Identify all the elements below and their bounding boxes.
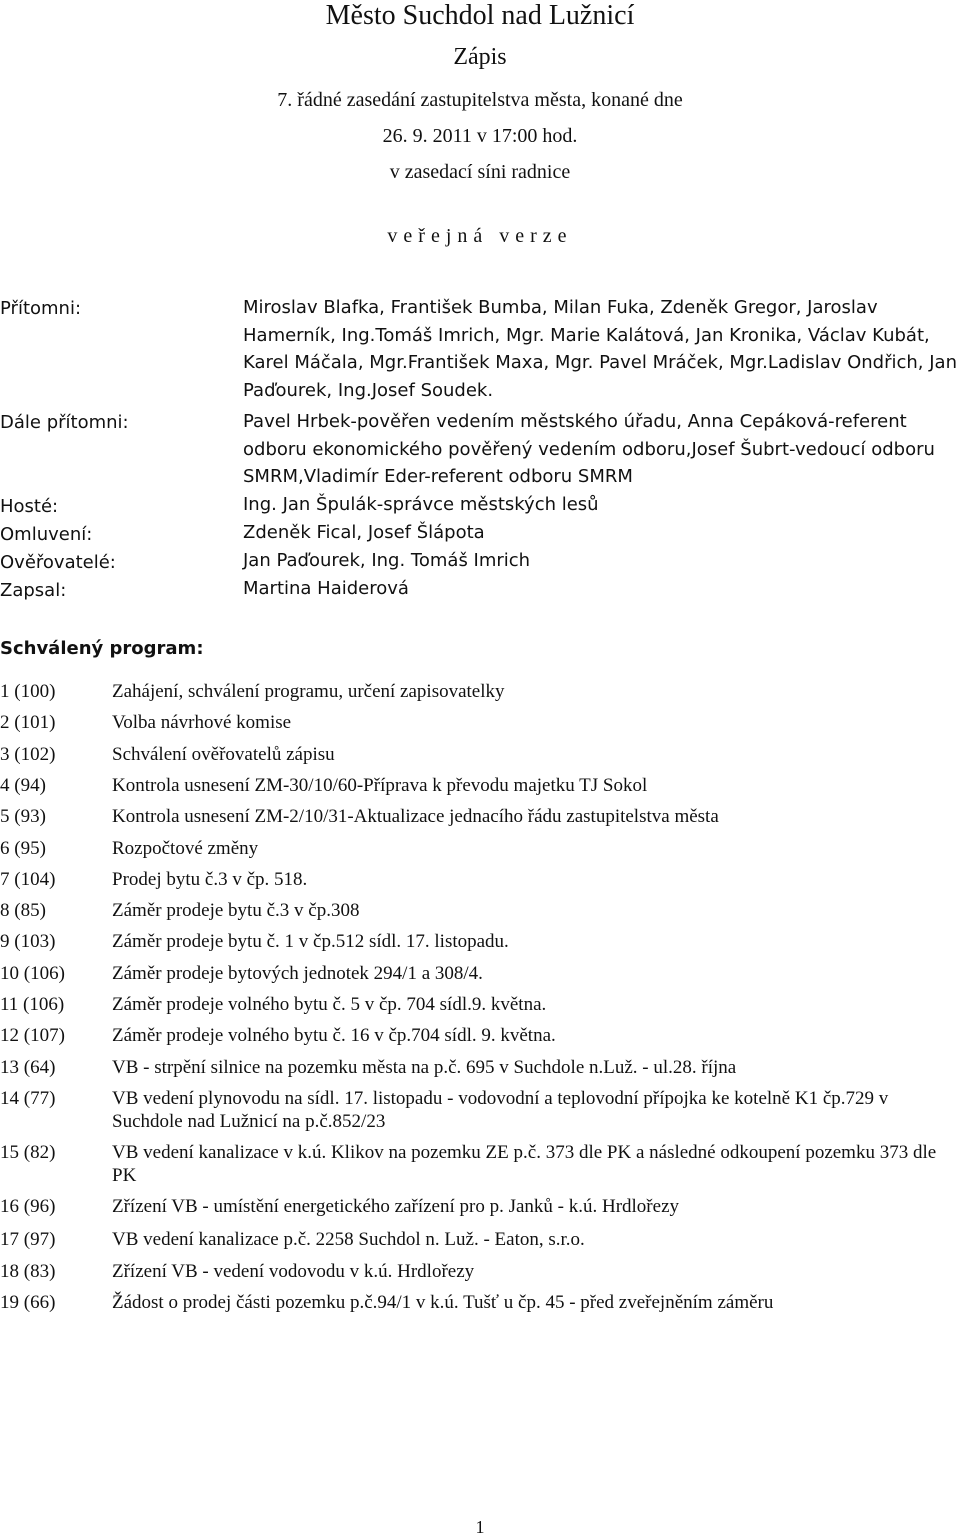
agenda-item-text: VB vedení kanalizace v k.ú. Klikov na pozemku ZE p.č. 373 dle PK a následné odkoupení pozemku 373 dle PK: [112, 1142, 937, 1186]
excused-value: Zdeněk Fical, Josef Šlápota: [243, 522, 485, 543]
agenda-item-text: Záměr prodeje bytu č.3 v čp.308: [112, 900, 360, 921]
present-value: Miroslav Blafka, František Bumba, Milan Fuka, Zdeněk Gregor, Jaroslav Hamerník, Ing.Tomáš Imrich, Mgr. Marie Kalátová, Jan Kronika, Václav Kubát, Karel Máčala, Mgr.František Maxa, Mgr. Pavel Mráček, Mgr.Ladislav Ondřich, Jan Paďourek, Ing.Josef Soudek.: [243, 297, 957, 401]
session-date: 26. 9. 2011 v 17:00 hod.: [382, 125, 578, 147]
agenda-item-number: 8 (85): [0, 900, 46, 921]
agenda-item-number: 1 (100): [0, 681, 56, 702]
agenda-item-number: 4 (94): [0, 775, 46, 796]
version-label: veřejná verze: [387, 225, 573, 247]
agenda-item-text: Kontrola usnesení ZM-30/10/60-Příprava k převodu majetku TJ Sokol: [112, 775, 648, 796]
guests-value: Ing. Jan Špulák-správce městských lesů: [243, 494, 599, 515]
session-venue: v zasedací síni radnice: [389, 161, 571, 183]
agenda-item-text: Záměr prodeje bytových jednotek 294/1 a 308/4.: [112, 963, 483, 984]
agenda-item-text: Záměr prodeje volného bytu č. 5 v čp. 704 sídl.9. května.: [112, 994, 547, 1015]
present-label: Přítomni:: [0, 298, 82, 319]
agenda-item-number: 11 (106): [0, 994, 65, 1015]
agenda-item-number: 3 (102): [0, 744, 56, 765]
agenda-item-number: 18 (83): [0, 1261, 56, 1282]
agenda-item-text: Zřízení VB - umístění energetického zařízení pro p. Janků - k.ú. Hrdlořezy: [112, 1196, 680, 1217]
agenda-item-number: 15 (82): [0, 1142, 56, 1163]
agenda-item-number: 19 (66): [0, 1292, 56, 1313]
agenda-item-text: Zahájení, schválení programu, určení zapisovatelky: [112, 681, 505, 702]
agenda-item-text: Rozpočtové změny: [112, 838, 259, 859]
also-present-value: Pavel Hrbek-pověřen vedením městského úřadu, Anna Cepáková-referent odboru ekonomického pověřený vedením odboru,Josef Šubrt-vedoucí odboru SMRM,Vladimír Eder-referent odboru SMRM: [243, 411, 935, 487]
agenda-item-text: Prodej bytu č.3 v čp. 518.: [112, 869, 308, 890]
agenda-item-text: VB vedení plynovodu na sídl. 17. listopadu - vodovodní a teplovodní přípojka ke kotelně K1 čp.729 v Suchdole nad Lužnicí na p.č.852/23: [112, 1088, 889, 1132]
town-name: Město Suchdol nad Lužnicí: [325, 0, 635, 31]
also-present-label: Dále přítomni:: [0, 412, 129, 433]
agenda-item-text: VB vedení kanalizace p.č. 2258 Suchdol n. Luž. - Eaton, s.r.o.: [112, 1229, 585, 1250]
document-title: Zápis: [453, 44, 507, 70]
agenda-item-text: Záměr prodeje volného bytu č. 16 v čp.704 sídl. 9. května.: [112, 1025, 556, 1046]
page-number: 1: [475, 1517, 485, 1537]
agenda-item-text: Volba návrhové komise: [112, 712, 292, 733]
recorder-label: Zapsal:: [0, 580, 67, 601]
agenda-item-text: Zřízení VB - vedení vodovodu v k.ú. Hrdlořezy: [112, 1261, 475, 1282]
excused-label: Omluvení:: [0, 524, 93, 545]
recorder-value: Martina Haiderová: [243, 578, 409, 599]
verifiers-value: Jan Paďourek, Ing. Tomáš Imrich: [243, 550, 531, 571]
agenda-item-number: 10 (106): [0, 963, 65, 984]
agenda-item-number: 16 (96): [0, 1196, 56, 1217]
agenda-item-number: 7 (104): [0, 869, 56, 890]
verifiers-label: Ověřovatelé:: [0, 552, 116, 573]
agenda-item-number: 5 (93): [0, 806, 46, 827]
guests-label: Hosté:: [0, 496, 59, 517]
agenda-item-number: 14 (77): [0, 1088, 56, 1109]
agenda-item-text: Žádost o prodej části pozemku p.č.94/1 v k.ú. Tušť u čp. 45 - před zveřejněním záměru: [112, 1292, 774, 1313]
agenda-item-number: 2 (101): [0, 712, 56, 733]
agenda-item-text: Záměr prodeje bytu č. 1 v čp.512 sídl. 17. listopadu.: [112, 931, 509, 952]
agenda-item-number: 6 (95): [0, 838, 46, 859]
agenda-item-text: Kontrola usnesení ZM-2/10/31-Aktualizace jednacího řádu zastupitelstva města: [112, 806, 719, 827]
agenda-item-number: 9 (103): [0, 931, 56, 952]
agenda-item-number: 12 (107): [0, 1025, 65, 1046]
agenda-item-number: 17 (97): [0, 1229, 56, 1250]
agenda-item-text: VB - strpění silnice na pozemku města na p.č. 695 v Suchdole n.Luž. - ul.28. října: [112, 1057, 737, 1078]
session-line: 7. řádné zasedání zastupitelstva města, konané dne: [277, 89, 683, 111]
agenda-item-number: 13 (64): [0, 1057, 56, 1078]
program-heading: Schválený program:: [0, 638, 204, 659]
agenda-item-text: Schválení ověřovatelů zápisu: [112, 744, 335, 765]
